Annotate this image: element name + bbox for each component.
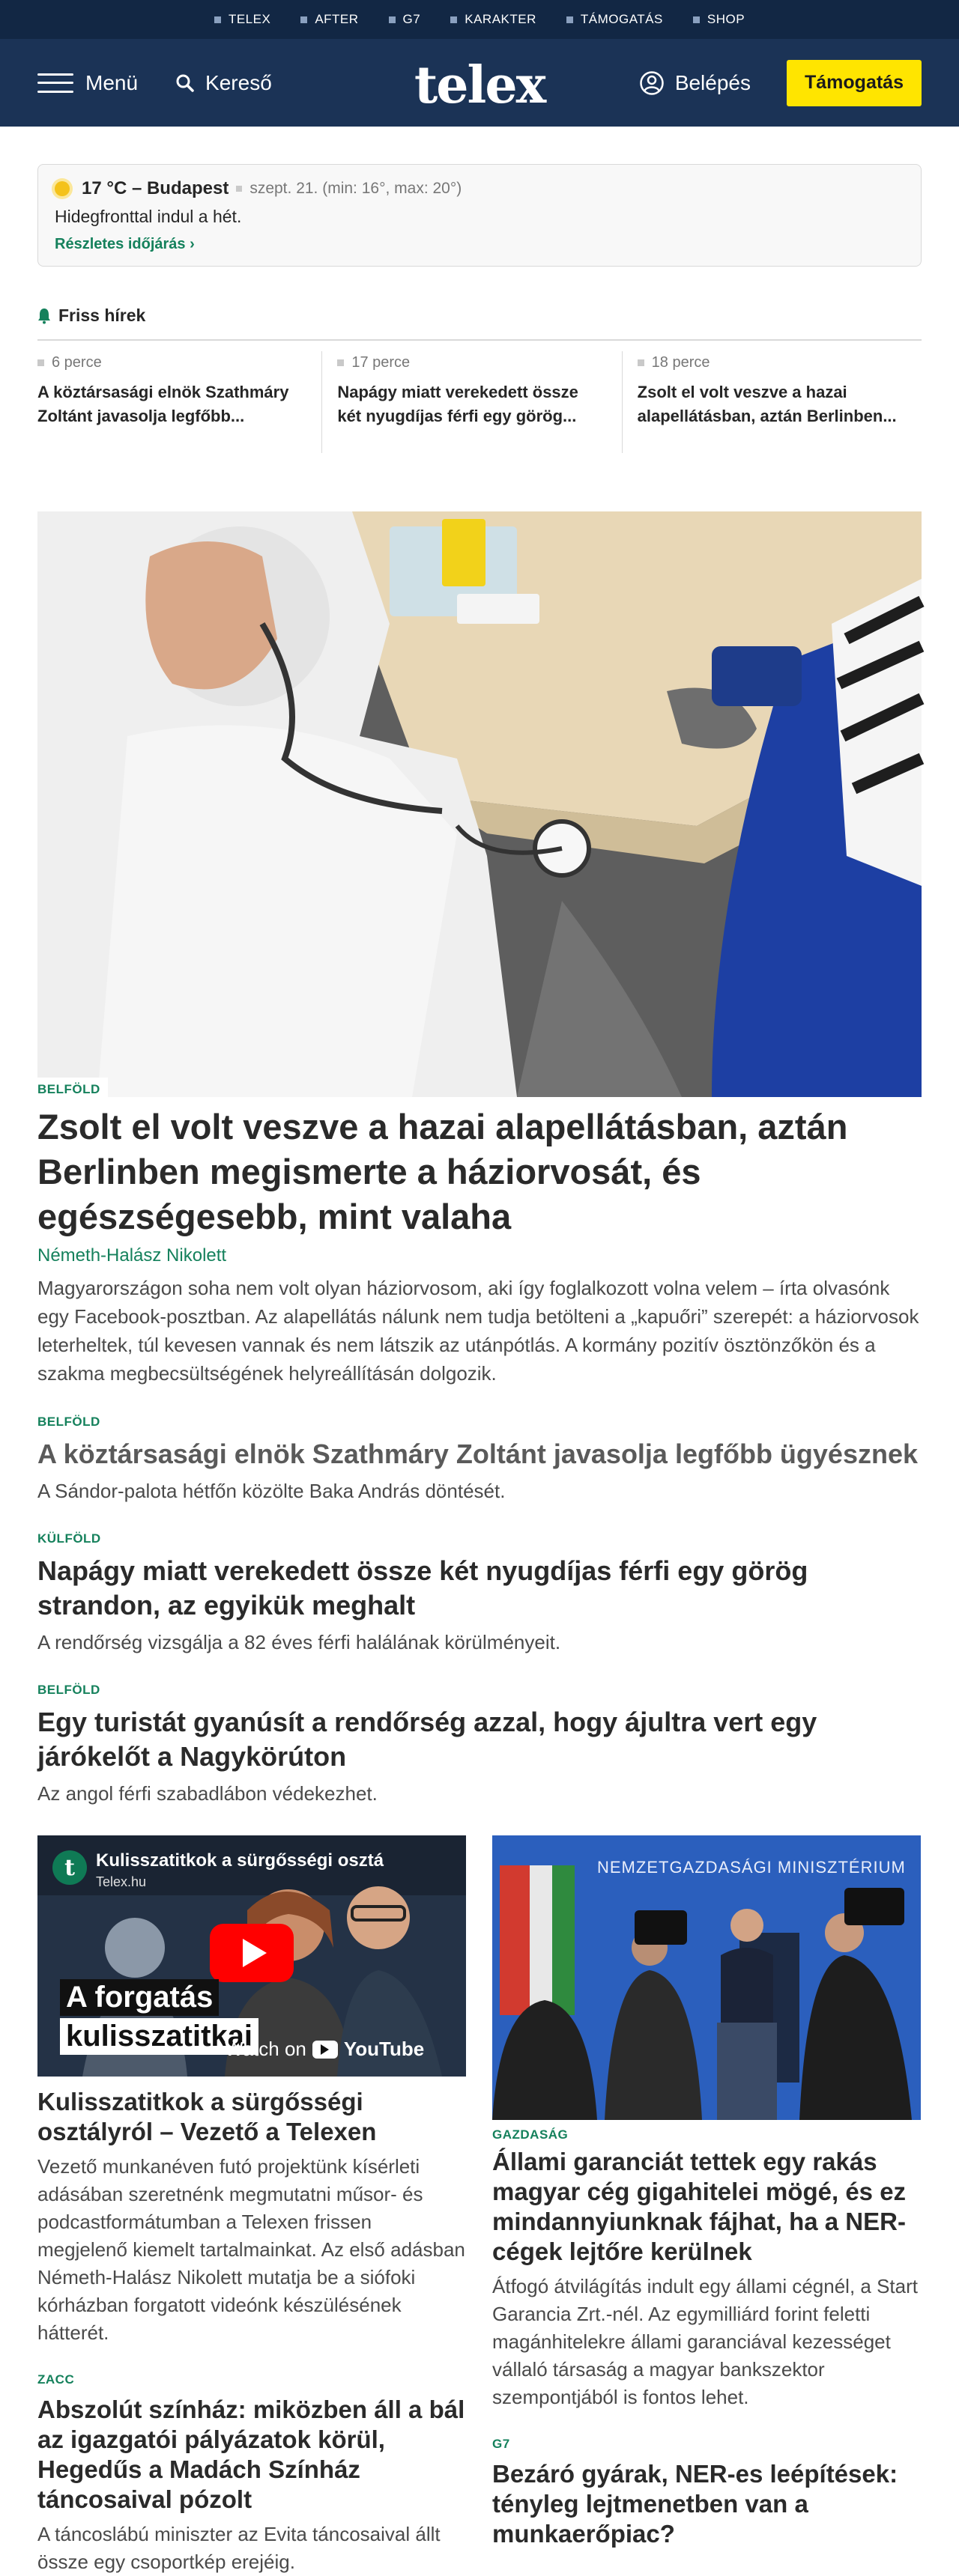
- chevron-right-icon: ›: [190, 236, 195, 252]
- separator: [236, 186, 242, 192]
- bullet-icon: [300, 16, 307, 23]
- article-title[interactable]: Abszolút színház: miközben áll a bál az igazgatói pályázatok körül, Hegedűs a Madách Színház táncosaival pózolt: [37, 2396, 465, 2513]
- lead-author[interactable]: Németh-Halász Nikolett: [37, 1245, 227, 1266]
- news-time: 6 perce: [52, 354, 102, 371]
- news-title[interactable]: A köztársasági elnök Szathmáry Zoltánt javasolja legfőbb...: [37, 383, 289, 425]
- photo-sign-text: NEMZETGAZDASÁGI MINISZTÉRIUM: [597, 1858, 906, 1877]
- news-title[interactable]: Napágy miatt verekedett össze két nyugdíjas férfi egy görög...: [337, 383, 578, 425]
- topnav-shop[interactable]: [693, 12, 745, 27]
- login-button[interactable]: [639, 70, 751, 96]
- topnav-g7[interactable]: [389, 12, 421, 27]
- article-title[interactable]: Egy turistát gyanúsít a rendőrség azzal, hogy ájultra vert egy járókelőt a Nagykörúton: [37, 1707, 817, 1772]
- weather-link-label: Részletes időjárás: [55, 236, 186, 252]
- lead-article: [37, 511, 922, 1388]
- bullet-icon: [638, 359, 644, 366]
- press-photo: [492, 1835, 921, 2120]
- latest-news: [37, 306, 922, 453]
- support-button[interactable]: Támogatás: [787, 60, 922, 106]
- topnav-label: KARAKTER: [465, 12, 536, 26]
- news-title[interactable]: Zsolt el volt veszve a hazai alapellátásban, aztán Berlinben...: [637, 383, 897, 425]
- watch-on-label: Watch on: [225, 2038, 306, 2060]
- article-category[interactable]: BELFÖLD: [37, 1683, 100, 1697]
- article-item: [37, 1415, 922, 1504]
- weather-description: Hidegfronttal indul a hét.: [55, 207, 242, 226]
- bullet-icon: [450, 16, 457, 23]
- news-time: 17 perce: [351, 354, 411, 371]
- lead-article-image[interactable]: [37, 511, 922, 1097]
- video-embed[interactable]: [37, 1835, 466, 2077]
- latest-news-header: [37, 306, 922, 341]
- bullet-icon: [337, 359, 344, 366]
- search-button[interactable]: [175, 71, 272, 95]
- latest-news-title: Friss hírek: [58, 306, 146, 325]
- site-header: [0, 39, 959, 127]
- article-item: [37, 1683, 922, 1807]
- weather-temperature: 17 °C – Budapest: [82, 178, 229, 198]
- bullet-icon: [214, 16, 221, 23]
- article-category[interactable]: BELFÖLD: [37, 1415, 100, 1429]
- topnav-label: TÁMOGATÁS: [580, 12, 663, 26]
- lead-lede: Magyarországon soha nem volt olyan háziorvosom, aki így foglalkozott volna velem – írta olvasónk egy Facebook-posztban. Az alapellátás nálunk nem tudja betölteni a „kapuőri” szerepét: a háziorvosok leterheltek, túl kevesen vannak és nem látszik az utánpótlás. A kormány pozitív ösztönzőkön és a szakma megbecsültségének helyreállításán dolgozik.: [37, 1277, 919, 1385]
- article-lede: A táncoslábú miniszter az Evita táncosaival állt össze egy csoportkép erejéig.: [37, 2523, 441, 2573]
- site-logo[interactable]: telex: [414, 55, 545, 115]
- article-lede: A rendőrség vizsgálja a 82 éves férfi halálának körülményeit.: [37, 1631, 561, 1653]
- menu-label: Menü: [85, 70, 139, 94]
- bullet-icon: [389, 16, 396, 23]
- login-label: Belépés: [674, 70, 751, 94]
- article-title[interactable]: Napágy miatt verekedett össze két nyugdíjas férfi egy görög strandon, az egyikük meghalt: [37, 1555, 808, 1620]
- left-column: [37, 1835, 466, 2576]
- channel-avatar[interactable]: t: [52, 1850, 87, 1885]
- weather-widget: [37, 164, 922, 267]
- two-column-section: [37, 1835, 922, 2576]
- video-article-lede: Vezető munkanéven futó projektünk kísérleti adásában szeretnénk megmutatni műsor- és podcastformátumban a Telexen frissen megjelenő kiemelt tartalmainkat. Az első adásban Németh-Halász Nikolett mutatja be a siófoki kórházban forgatott videónk készülésének hátterét.: [37, 2155, 465, 2344]
- latest-news-item[interactable]: [321, 351, 621, 453]
- weather-date: szept. 21. (min: 16°, max: 20°): [249, 180, 462, 197]
- latest-news-item[interactable]: [622, 351, 922, 453]
- article-title[interactable]: Bezáró gyárak, NER-es leépítések: tényleg lejtmenetben van a munkaerőpiac?: [492, 2460, 898, 2548]
- top-navigation: [0, 0, 959, 39]
- user-icon: [639, 70, 665, 96]
- article-title[interactable]: A köztársasági elnök Szathmáry Zoltánt javasolja legfőbb ügyésznek: [37, 1439, 919, 1469]
- topnav-after[interactable]: [300, 12, 358, 27]
- article-category[interactable]: GAZDASÁG: [492, 2127, 569, 2142]
- article-category[interactable]: ZACC: [37, 2372, 75, 2387]
- topnav-label: SHOP: [707, 12, 745, 26]
- article-lede: A Sándor-palota hétfőn közölte Baka András döntését.: [37, 1480, 506, 1502]
- article-item: [37, 1531, 922, 1656]
- bullet-icon: [566, 16, 573, 23]
- lead-title[interactable]: Zsolt el volt veszve a hazai alapellátásban, aztán Berlinben megismerte a háziorvosát, és egészségesebb, mint valaha: [37, 1107, 848, 1236]
- sun-icon: [55, 181, 70, 196]
- topnav-karakter[interactable]: [450, 12, 536, 27]
- topnav-label: TELEX: [228, 12, 271, 26]
- topnav-telex[interactable]: [214, 12, 270, 27]
- bell-icon: [37, 308, 51, 324]
- hamburger-icon: [37, 73, 73, 93]
- doctor-photo: [37, 511, 922, 1097]
- watch-on-youtube[interactable]: [225, 2038, 424, 2061]
- bullet-icon: [37, 359, 44, 366]
- topnav-label: AFTER: [315, 12, 359, 26]
- article-category[interactable]: KÜLFÖLD: [37, 1531, 101, 1546]
- article-category[interactable]: G7: [492, 2437, 510, 2451]
- topnav-label: G7: [402, 12, 421, 26]
- lead-category[interactable]: BELFÖLD: [37, 1078, 108, 1097]
- video-article-title[interactable]: Kulisszatitkok a sürgősségi osztályról – Vezető a Telexen: [37, 2088, 377, 2145]
- search-icon: [175, 73, 195, 93]
- youtube-label: YouTube: [343, 2038, 425, 2060]
- article-title[interactable]: Állami garanciát tettek egy rakás magyar cég gigahitelei mögé, és ez mindannyiunknak fájhat, ha a NER-cégek lejtőre kerülnek: [492, 2148, 907, 2265]
- press-conference-image[interactable]: [492, 1835, 921, 2120]
- latest-news-item[interactable]: [37, 351, 321, 453]
- topnav-tamogatas[interactable]: [566, 12, 663, 27]
- youtube-icon: [312, 2041, 338, 2059]
- video-title[interactable]: Kulisszatitkok a sürgősségi osztá: [96, 1850, 384, 1871]
- article-lede: Átfogó átvilágítás indult egy állami cégnél, a Start Garancia Zrt.-nél. Az egymilliárd forint feletti magánhitelekre állami garanciával kezességet vállaló társaság a magyar bankszektor szempontjából is fontos lehet.: [492, 2275, 918, 2408]
- video-overlay-line1: A forgatás: [60, 1979, 219, 2016]
- news-time: 18 perce: [651, 354, 710, 371]
- article-lede: Az angol férfi szabadlábon védekezhet.: [37, 1782, 378, 1805]
- video-overlay-line2: kulisszatitkai: [60, 2018, 258, 2055]
- bullet-icon: [693, 16, 700, 23]
- video-channel: Telex.hu: [96, 1874, 147, 1889]
- right-column: [492, 1835, 921, 2576]
- weather-details-link[interactable]: [55, 236, 195, 253]
- search-label: Kereső: [205, 70, 272, 94]
- menu-button[interactable]: [37, 71, 138, 95]
